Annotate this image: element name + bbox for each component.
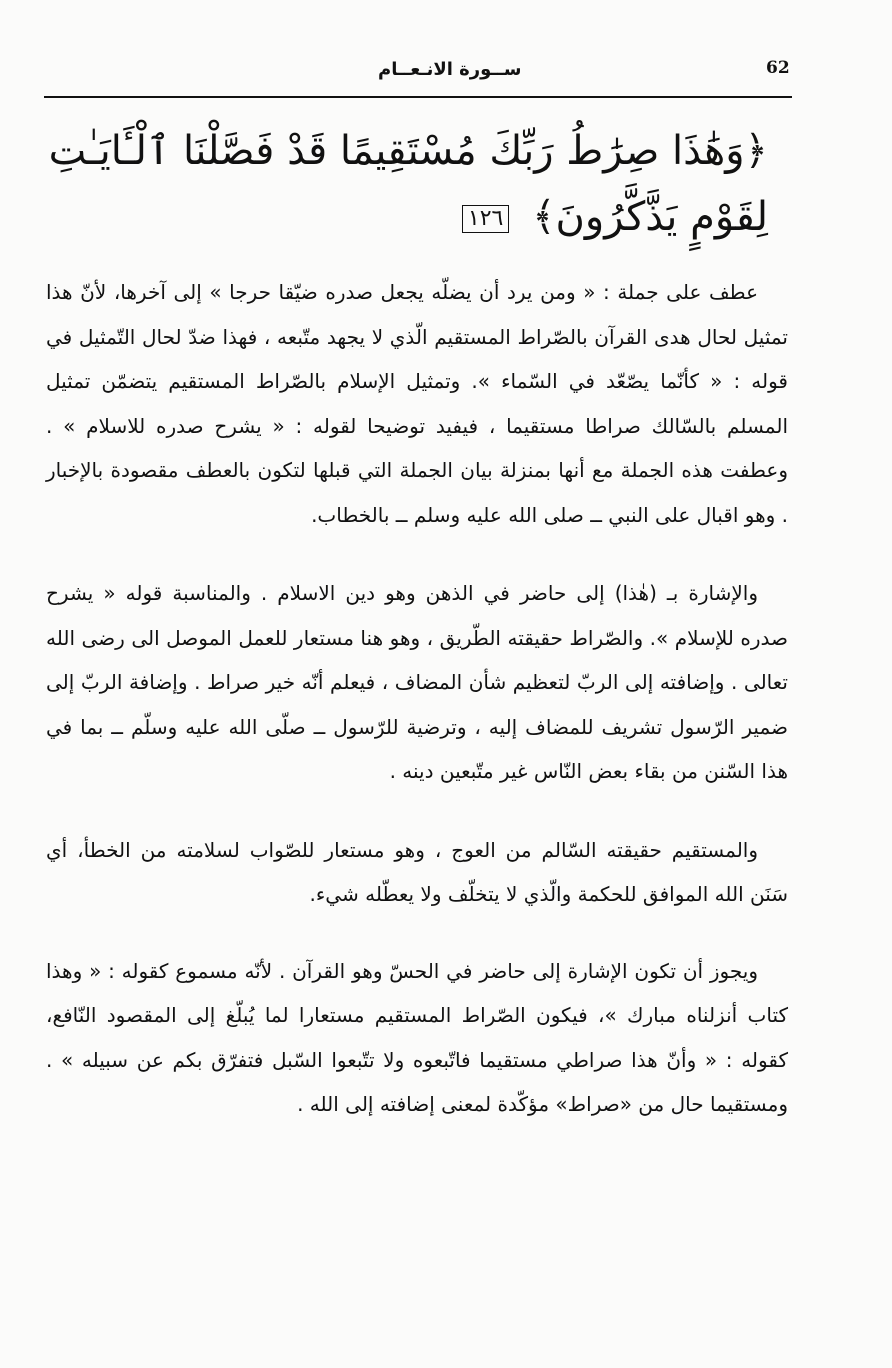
- commentary-paragraph-1: عطف على جملة : « ومن يرد أن يضلّه يجعل صدره ضيّقا حرجا » إلى آخرها، لأنّ هذا تمثيل لحال هدى القرآن بالصّراط المستقيم الّذي لا يجهد متّبعه ، فهذا ضدّ لحال التّمثيل في قوله : « كأنّما يصّعّد في السّماء ». وتمثيل الإسلام بالصّراط المستقيم يتضمّن تمثيل المسلم بالسّالك صراطا مستقيما ، فيفيد توضيحا لقوله : « يشرح صدره للاسلام » . وعطفت هذه الجملة مع أنها بمنزلة بيان الجملة التي قبلها لتكون بالعطف مقصودة بالإخبار . وهو اقبال على النبي ــ صلى الله عليه وسلم ــ بالخطاب.: [46, 280, 788, 527]
- verse-text: ﴿وَهَٰذَا صِرَٰطُ رَبِّكَ مُسْتَقِيمًا قَدْ فَصَّلْنَا ٱلْـَٔايَـٰتِ لِقَوْمٍ يَذَّكَّرُونَ﴾: [48, 128, 768, 240]
- commentary-paragraph-4: ويجوز أن تكون الإشارة إلى حاضر في الحسّ وهو القرآن . لأنّه مسموع كقوله : « وهذا كتاب أنزلناه مبارك »، فيكون الصّراط المستقيم مستعارا لما يُبلّغ إلى المقصود النّافع، كقوله : « وأنّ هذا صراطي مستقيما فاتّبعوه ولا تتّبعوا السّبل فتفرّق بكم عن سبيله » . ومستقيما حال من «صراط» مؤكّدة لمعنى إضافته إلى الله .: [46, 958, 788, 1116]
- verse-reference: ١٢٦: [462, 205, 509, 233]
- surah-title: ســورة الانـعــام: [378, 59, 522, 80]
- commentary-paragraph-3: والمستقيم حقيقته السّالم من العوج ، وهو مستعار للصّواب لسلامته من الخطأ، أي سَنَن الله الموافق للحكمة والّذي لا يتخلّف ولا يعطّله شيء.: [46, 837, 788, 906]
- page-number: 62: [766, 58, 790, 78]
- page-header: [44, 54, 792, 98]
- commentary-paragraph-2: والإشارة بـ (هٰذا) إلى حاضر في الذهن وهو دين الاسلام . والمناسبة قوله « يشرح صدره للإسلام ». والصّراط حقيقته الطّريق ، وهو هنا مستعار للعمل الموصل الى رضى الله تعالى . وإضافته إلى الربّ لتعظيم شأن المضاف ، فيعلم أنّه خير صراط . وإضافة الربّ إلى ضمير الرّسول تشريف للمضاف إليه ، وترضية للرّسول ــ صلّى الله عليه وسلّم ــ بما في هذا السّنن من بقاء بعض النّاس غير متّبعين دينه .: [46, 581, 788, 783]
- commentary-body: [46, 270, 788, 1127]
- quran-verse: [36, 118, 768, 250]
